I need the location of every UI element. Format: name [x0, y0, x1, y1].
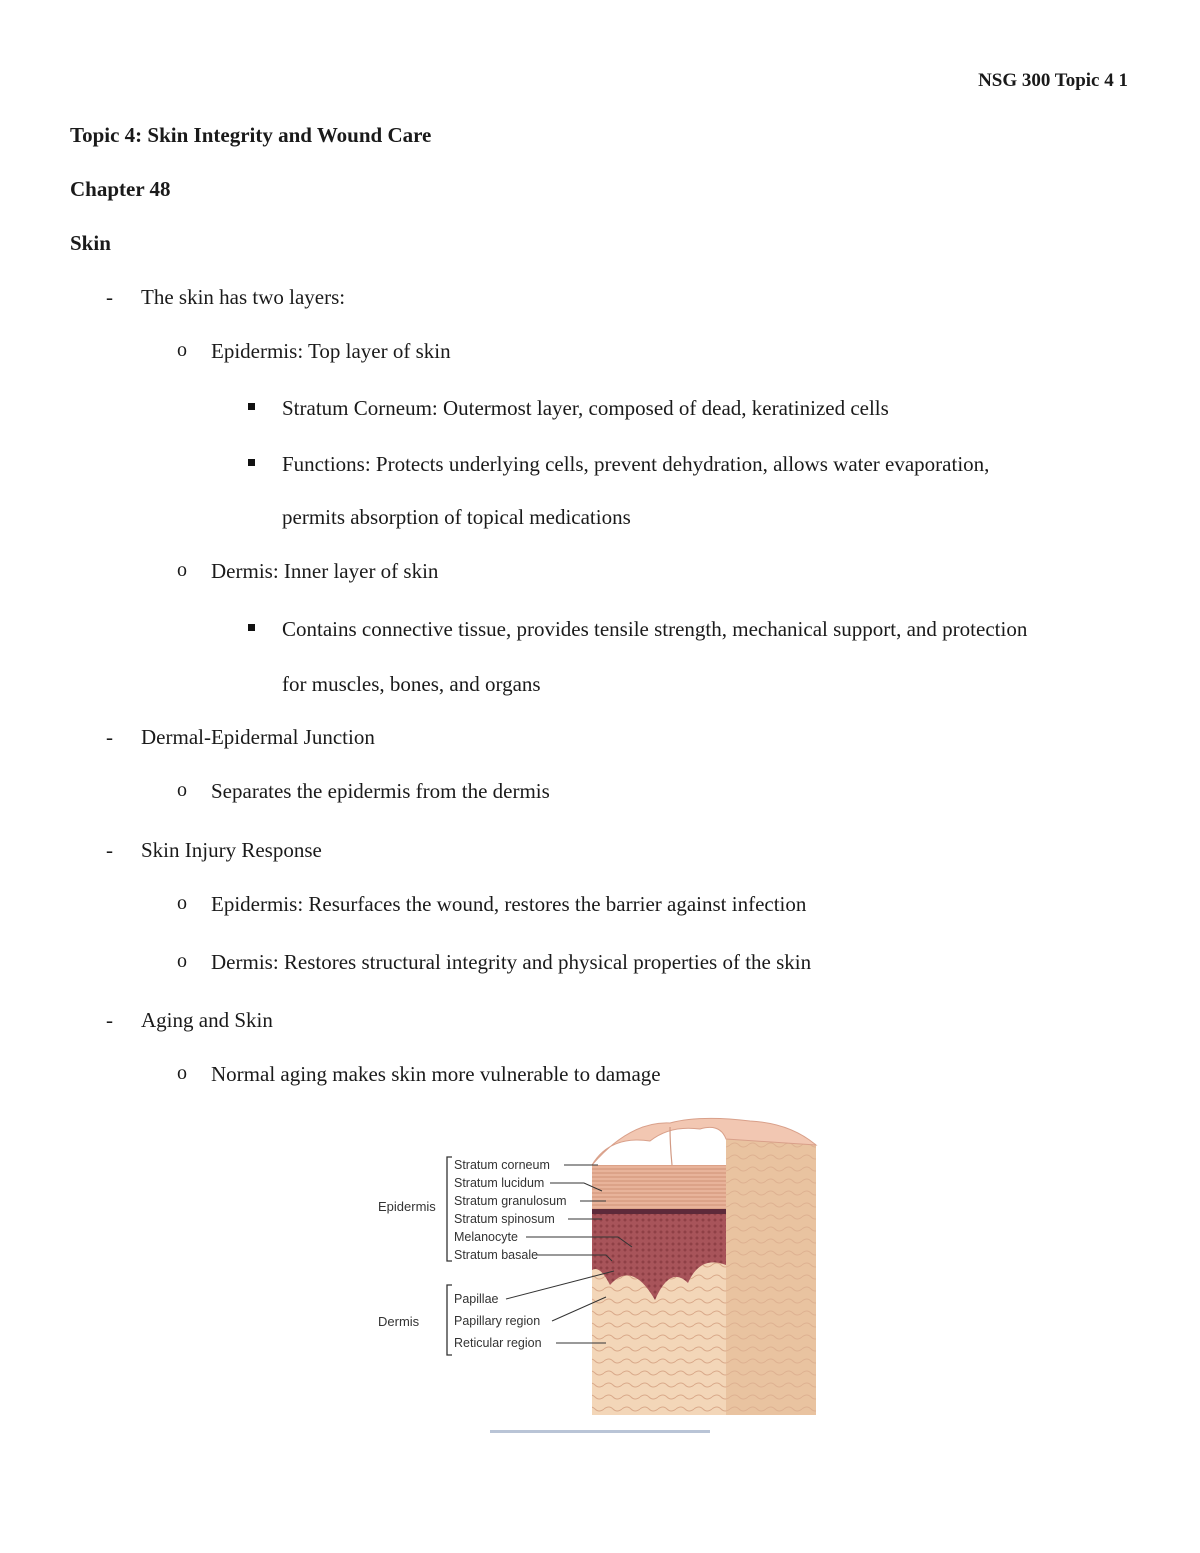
list-item: Epidermis: Resurfaces the wound, restores the barrier against infection	[211, 892, 807, 916]
list-item-continuation: permits absorption of topical medications	[282, 505, 631, 529]
square-bullet-icon	[248, 624, 255, 631]
skin-layers-diagram	[370, 1115, 830, 1445]
circle-bullet: o	[177, 892, 187, 914]
list-item: Stratum Corneum: Outermost layer, composed of dead, keratinized cells	[282, 396, 889, 420]
dash-bullet: -	[106, 1008, 113, 1032]
circle-bullet: o	[177, 339, 187, 361]
label-melanocyte: Melanocyte	[454, 1230, 518, 1244]
label-stratum-granulosum: Stratum granulosum	[454, 1194, 567, 1208]
circle-bullet: o	[177, 1062, 187, 1084]
label-stratum-spinosum: Stratum spinosum	[454, 1212, 555, 1226]
list-item: Normal aging makes skin more vulnerable to damage	[211, 1062, 661, 1086]
list-item: Contains connective tissue, provides tensile strength, mechanical support, and protection	[282, 617, 1028, 641]
label-papillae: Papillae	[454, 1292, 499, 1306]
list-item: Aging and Skin	[141, 1008, 273, 1032]
running-head: NSG 300 Topic 4 1	[978, 70, 1128, 91]
list-item: Dermal-Epidermal Junction	[141, 725, 375, 749]
page-title: Topic 4: Skin Integrity and Wound Care	[70, 123, 432, 147]
label-papillary-region: Papillary region	[454, 1314, 541, 1328]
dash-bullet: -	[106, 838, 113, 862]
list-item: Skin Injury Response	[141, 838, 322, 862]
circle-bullet: o	[177, 950, 187, 972]
circle-bullet: o	[177, 559, 187, 581]
circle-bullet: o	[177, 779, 187, 801]
list-item: Dermis: Inner layer of skin	[211, 559, 439, 583]
list-item: Epidermis: Top layer of skin	[211, 339, 451, 363]
dash-bullet: -	[106, 285, 113, 309]
section-heading: Skin	[70, 231, 111, 255]
label-stratum-lucidum: Stratum lucidum	[454, 1176, 545, 1190]
chapter-heading: Chapter 48	[70, 177, 171, 201]
label-stratum-corneum: Stratum corneum	[454, 1158, 550, 1172]
label-stratum-basale: Stratum basale	[454, 1248, 539, 1262]
square-bullet-icon	[248, 403, 255, 410]
list-item: Separates the epidermis from the dermis	[211, 779, 550, 803]
list-item: Functions: Protects underlying cells, prevent dehydration, allows water evaporation,	[282, 452, 990, 476]
label-reticular-region: Reticular region	[454, 1336, 542, 1350]
list-item: The skin has two layers:	[141, 285, 346, 309]
list-item-continuation: for muscles, bones, and organs	[282, 672, 541, 696]
list-item: Dermis: Restores structural integrity and physical properties of the skin	[211, 950, 812, 974]
group-label-dermis: Dermis	[378, 1314, 420, 1329]
square-bullet-icon	[248, 459, 255, 466]
dash-bullet: -	[106, 725, 113, 749]
figure-caption-placeholder	[490, 1430, 710, 1433]
group-label-epidermis: Epidermis	[378, 1199, 436, 1214]
